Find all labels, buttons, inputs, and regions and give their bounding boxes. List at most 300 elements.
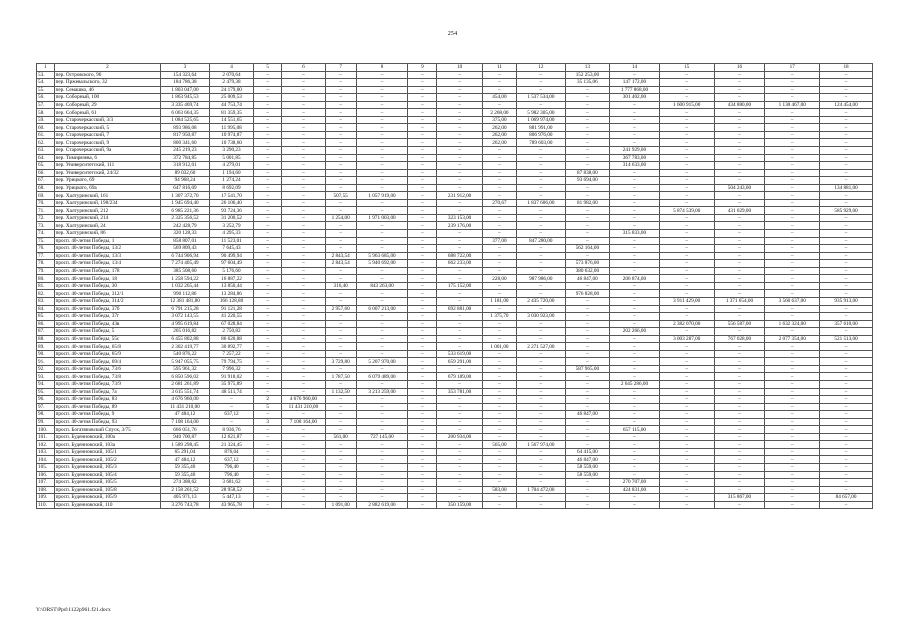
table-row	[37, 154, 873, 162]
address-register-table	[36, 63, 873, 509]
amount-cell: 314 633,00	[610, 162, 660, 170]
amount-cell: –	[659, 350, 714, 358]
amount-cell: –	[437, 162, 483, 170]
amount-cell: 3 911 429,00	[659, 297, 714, 305]
amount-cell: 6 063 664,35	[161, 109, 210, 117]
amount-cell: 1 307 372,70	[161, 192, 210, 200]
address-cell: просп. 40-летия Победы, 69/4	[54, 358, 161, 366]
address-cell: просп. Буденновский, 105/3	[54, 463, 161, 471]
row-number-cell: 74.	[37, 230, 55, 238]
table-row	[37, 343, 873, 351]
amount-cell: –	[659, 328, 714, 336]
amount-cell: –	[437, 320, 483, 328]
table-row	[37, 335, 873, 343]
amount-cell: 1 945 694,40	[161, 199, 210, 207]
amount-cell: –	[254, 199, 282, 207]
amount-cell: –	[765, 463, 820, 471]
amount-cell: –	[765, 139, 820, 147]
amount-cell: –	[565, 373, 609, 381]
amount-cell: 241 929,00	[610, 147, 660, 155]
amount-cell: –	[714, 230, 765, 238]
amount-cell: –	[408, 199, 437, 207]
amount-cell: –	[482, 184, 516, 192]
amount-cell: –	[765, 456, 820, 464]
amount-cell: 206 874,00	[610, 275, 660, 283]
amount-cell: –	[408, 101, 437, 109]
amount-cell: –	[765, 207, 820, 215]
amount-cell: –	[325, 335, 356, 343]
amount-cell: –	[282, 328, 325, 336]
amount-cell: 806 976,00	[517, 131, 566, 139]
amount-cell: –	[356, 267, 408, 275]
amount-cell: –	[437, 184, 483, 192]
amount-cell: –	[325, 94, 356, 102]
address-cell: просп. Буденновский, 103а	[54, 441, 161, 449]
amount-cell: –	[282, 192, 325, 200]
row-number-cell: 108.	[37, 486, 55, 494]
amount-cell: –	[765, 282, 820, 290]
amount-cell: –	[517, 101, 566, 109]
amount-cell: 1 971 003,00	[356, 214, 408, 222]
amount-cell: –	[282, 252, 325, 260]
amount-cell: –	[325, 328, 356, 336]
amount-cell: –	[408, 169, 437, 177]
column-number-cell: 13	[565, 64, 609, 72]
amount-cell: –	[765, 418, 820, 426]
amount-cell: 35 135,06	[565, 79, 609, 87]
amount-cell: –	[820, 380, 873, 388]
amount-cell: –	[765, 86, 820, 94]
amount-cell: 1 032 265,44	[161, 282, 210, 290]
row-number-cell: 95.	[37, 388, 55, 396]
amount-cell: 796,40	[209, 463, 253, 471]
amount-cell: –	[282, 260, 325, 268]
amount-cell: –	[282, 124, 325, 132]
row-number-cell: 102.	[37, 441, 55, 449]
amount-cell: –	[820, 282, 873, 290]
amount-cell: –	[254, 147, 282, 155]
amount-cell: –	[659, 373, 714, 381]
amount-cell: –	[659, 479, 714, 487]
amount-cell: –	[254, 275, 282, 283]
amount-cell: 1 069 974,00	[517, 116, 566, 124]
table-row	[37, 86, 873, 94]
address-cell: пер. Халтуринский, 214	[54, 214, 161, 222]
amount-cell: –	[517, 162, 566, 170]
table-row	[37, 230, 873, 238]
amount-cell: 323 153,00	[437, 214, 483, 222]
amount-cell: –	[482, 358, 516, 366]
amount-cell: –	[659, 313, 714, 321]
amount-cell: –	[356, 162, 408, 170]
row-number-cell: 98.	[37, 411, 55, 419]
amount-cell: –	[820, 448, 873, 456]
amount-cell: 7 257,22	[209, 350, 253, 358]
amount-cell: –	[517, 71, 566, 79]
amount-cell: 2 843,54	[325, 260, 356, 268]
amount-cell: –	[408, 267, 437, 275]
amount-cell: 3 072 143,55	[161, 313, 210, 321]
amount-cell: 1 375,70	[482, 313, 516, 321]
amount-cell: –	[820, 139, 873, 147]
table-row	[37, 214, 873, 222]
amount-cell: –	[254, 71, 282, 79]
amount-cell: 662 233,00	[437, 260, 483, 268]
amount-cell: –	[282, 479, 325, 487]
amount-cell: –	[254, 335, 282, 343]
amount-cell: –	[820, 373, 873, 381]
amount-cell: 637,12	[209, 456, 253, 464]
amount-cell: –	[820, 365, 873, 373]
amount-cell: –	[610, 71, 660, 79]
amount-cell: 6 744 906,94	[161, 252, 210, 260]
amount-cell: 595 961,32	[161, 365, 210, 373]
amount-cell: 843 263,00	[356, 282, 408, 290]
amount-cell: 353 781,00	[437, 388, 483, 396]
amount-cell: –	[820, 456, 873, 464]
amount-cell: –	[254, 116, 282, 124]
amount-cell: –	[565, 380, 609, 388]
amount-cell: –	[820, 71, 873, 79]
amount-cell: –	[565, 418, 609, 426]
amount-cell: –	[437, 411, 483, 419]
amount-cell: 2 957,60	[325, 305, 356, 313]
amount-cell: –	[765, 411, 820, 419]
amount-cell: –	[765, 109, 820, 117]
amount-cell: –	[325, 207, 356, 215]
amount-cell: –	[610, 448, 660, 456]
table-row	[37, 109, 873, 117]
amount-cell: 587 965,00	[565, 365, 609, 373]
amount-cell: –	[254, 154, 282, 162]
table-row	[37, 320, 873, 328]
amount-cell: –	[254, 479, 282, 487]
amount-cell: –	[325, 343, 356, 351]
amount-cell: –	[437, 109, 483, 117]
amount-cell: –	[254, 441, 282, 449]
amount-cell: –	[659, 463, 714, 471]
row-number-cell: 103.	[37, 448, 55, 456]
amount-cell: 228,00	[482, 275, 516, 283]
amount-cell: –	[356, 169, 408, 177]
amount-cell: 8 936,76	[209, 426, 253, 434]
amount-cell: –	[517, 365, 566, 373]
row-number-cell: 106.	[37, 471, 55, 479]
amount-cell: 2 882 619,00	[356, 501, 408, 509]
amount-cell: –	[482, 230, 516, 238]
amount-cell: –	[282, 109, 325, 117]
amount-cell: 2 645 286,00	[610, 380, 660, 388]
amount-cell: 1 777 868,00	[610, 86, 660, 94]
amount-cell: 375,00	[482, 116, 516, 124]
table-row	[37, 328, 873, 336]
table-row	[37, 222, 873, 230]
amount-cell: –	[610, 350, 660, 358]
amount-cell: –	[408, 230, 437, 238]
amount-cell: –	[282, 373, 325, 381]
amount-cell: –	[765, 237, 820, 245]
amount-cell: 7 996,32	[209, 365, 253, 373]
row-number-cell: 86.	[37, 320, 55, 328]
amount-cell: –	[659, 192, 714, 200]
address-cell: просп. Буденновский, 105/8	[54, 486, 161, 494]
table-row	[37, 162, 873, 170]
amount-cell: –	[437, 245, 483, 253]
amount-cell: 858 807,01	[161, 237, 210, 245]
amount-cell: –	[356, 494, 408, 502]
amount-cell: –	[254, 411, 282, 419]
address-cell: пер. Островского, 96	[54, 71, 161, 79]
row-number-cell: 57.	[37, 101, 55, 109]
address-cell: просп. 40-летия Победы, 55с	[54, 335, 161, 343]
amount-cell: –	[437, 396, 483, 404]
row-number-cell: 62.	[37, 139, 55, 147]
amount-cell: –	[659, 214, 714, 222]
address-cell: пер. Старочеркасский, 3/3	[54, 116, 161, 124]
amount-cell: –	[356, 456, 408, 464]
amount-cell: 200 934,00	[437, 433, 483, 441]
amount-cell: –	[482, 101, 516, 109]
amount-cell: 7 274 405,49	[161, 260, 210, 268]
amount-cell: –	[282, 380, 325, 388]
amount-cell: –	[820, 328, 873, 336]
amount-cell: –	[282, 471, 325, 479]
amount-cell: –	[610, 252, 660, 260]
amount-cell: –	[437, 456, 483, 464]
amount-cell: –	[356, 79, 408, 87]
amount-cell: –	[282, 501, 325, 509]
amount-cell: –	[437, 267, 483, 275]
amount-cell: –	[659, 71, 714, 79]
amount-cell: –	[714, 456, 765, 464]
amount-cell: –	[659, 222, 714, 230]
amount-cell: –	[765, 305, 820, 313]
row-number-cell: 72.	[37, 214, 55, 222]
amount-cell: 935 913,00	[820, 297, 873, 305]
amount-cell: –	[659, 441, 714, 449]
amount-cell: –	[356, 290, 408, 298]
amount-cell: –	[482, 207, 516, 215]
amount-cell: –	[437, 335, 483, 343]
amount-cell: –	[610, 116, 660, 124]
amount-cell: –	[820, 313, 873, 321]
amount-cell: 5	[254, 403, 282, 411]
amount-cell: –	[517, 426, 566, 434]
amount-cell: –	[408, 365, 437, 373]
amount-cell: 424 831,00	[610, 486, 660, 494]
amount-cell: 3 560 637,00	[765, 297, 820, 305]
amount-cell: –	[282, 448, 325, 456]
amount-cell: –	[254, 124, 282, 132]
amount-cell: –	[254, 343, 282, 351]
table-row	[37, 192, 873, 200]
address-cell: пер. Соборный, 100	[54, 94, 161, 102]
amount-cell: –	[610, 109, 660, 117]
amount-cell: –	[659, 230, 714, 238]
amount-cell: –	[408, 456, 437, 464]
amount-cell: –	[254, 86, 282, 94]
amount-cell: –	[408, 131, 437, 139]
amount-cell: –	[325, 448, 356, 456]
address-cell: пер. Старочеркасский, 5	[54, 124, 161, 132]
amount-cell: –	[325, 79, 356, 87]
address-cell: просп. 40-летия Победы, 93	[54, 418, 161, 426]
amount-cell: –	[408, 396, 437, 404]
amount-cell: –	[765, 479, 820, 487]
table-row	[37, 207, 873, 215]
address-cell: пер. Семашко, 46	[54, 86, 161, 94]
amount-cell: 262,00	[482, 131, 516, 139]
amount-cell: 262,00	[482, 124, 516, 132]
amount-cell: –	[820, 154, 873, 162]
amount-cell: –	[659, 494, 714, 502]
address-cell: пер. Тимирязева, 6	[54, 154, 161, 162]
amount-cell: –	[765, 380, 820, 388]
amount-cell: –	[325, 124, 356, 132]
amount-cell: –	[408, 373, 437, 381]
table-row	[37, 71, 873, 79]
amount-cell: –	[610, 207, 660, 215]
amount-cell: –	[408, 426, 437, 434]
amount-cell: 3 276 743,78	[161, 501, 210, 509]
amount-cell: –	[765, 486, 820, 494]
table-row	[37, 131, 873, 139]
amount-cell: –	[659, 109, 714, 117]
amount-cell: –	[325, 486, 356, 494]
amount-cell: –	[482, 494, 516, 502]
amount-cell: 8 692,09	[209, 184, 253, 192]
table-row	[37, 313, 873, 321]
amount-cell: –	[356, 471, 408, 479]
amount-cell: –	[565, 116, 609, 124]
amount-cell: –	[209, 396, 253, 404]
amount-cell: –	[408, 222, 437, 230]
row-number-cell: 84.	[37, 305, 55, 313]
table-row	[37, 139, 873, 147]
amount-cell: –	[610, 396, 660, 404]
address-cell: просп. 40-летия Победы, 30	[54, 282, 161, 290]
amount-cell: –	[437, 230, 483, 238]
row-number-cell: 75.	[37, 237, 55, 245]
amount-cell: 5 207 970,00	[356, 358, 408, 366]
amount-cell: –	[325, 418, 356, 426]
column-number-cell: 5	[254, 64, 282, 72]
amount-cell: –	[820, 350, 873, 358]
page-number: 254	[447, 31, 458, 37]
table-row	[37, 396, 873, 404]
amount-cell: –	[282, 463, 325, 471]
amount-cell: –	[610, 441, 660, 449]
amount-cell: –	[254, 177, 282, 185]
address-cell: пер. Халтуринский, 86	[54, 230, 161, 238]
address-cell: просп. 40-летия Победы, 73/9	[54, 380, 161, 388]
amount-cell: –	[517, 456, 566, 464]
amount-cell: –	[408, 245, 437, 253]
amount-cell: –	[714, 486, 765, 494]
amount-cell: 166 128,80	[209, 297, 253, 305]
amount-cell: –	[565, 124, 609, 132]
amount-cell: –	[282, 388, 325, 396]
amount-cell: 30 892,77	[209, 343, 253, 351]
amount-cell: –	[356, 403, 408, 411]
amount-cell: –	[714, 124, 765, 132]
address-cell: пер. Старочеркасский, 9а	[54, 147, 161, 155]
amount-cell: –	[408, 479, 437, 487]
address-cell: просп. 40-летия Победы, 13/4	[54, 260, 161, 268]
amount-cell: 46 847,00	[565, 275, 609, 283]
amount-cell: –	[714, 214, 765, 222]
amount-cell: –	[437, 275, 483, 283]
amount-cell: –	[610, 101, 660, 109]
table-row	[37, 426, 873, 434]
amount-cell: –	[565, 230, 609, 238]
address-cell: просп. Буденновский, 105/1	[54, 448, 161, 456]
amount-cell: –	[765, 131, 820, 139]
amount-cell: –	[282, 169, 325, 177]
amount-cell: –	[254, 350, 282, 358]
address-cell: просп. 40-летия Победы, 13/3	[54, 252, 161, 260]
amount-cell: 124 454,00	[820, 101, 873, 109]
amount-cell: –	[282, 184, 325, 192]
amount-cell: –	[408, 448, 437, 456]
amount-cell: 5 447,13	[209, 494, 253, 502]
amount-cell: –	[517, 230, 566, 238]
amount-cell: 31 200,52	[209, 214, 253, 222]
amount-cell: –	[437, 380, 483, 388]
amount-cell: 688 722,00	[437, 252, 483, 260]
amount-cell: –	[408, 237, 437, 245]
amount-cell: –	[282, 94, 325, 102]
amount-cell: –	[820, 230, 873, 238]
amount-cell: –	[254, 79, 282, 87]
amount-cell: 89 032,60	[161, 169, 210, 177]
amount-cell: –	[437, 365, 483, 373]
amount-cell: 847 280,00	[517, 237, 566, 245]
amount-cell: –	[659, 94, 714, 102]
amount-cell: –	[765, 199, 820, 207]
table-row	[37, 252, 873, 260]
amount-cell: –	[356, 199, 408, 207]
amount-cell: –	[610, 471, 660, 479]
amount-cell: –	[254, 290, 282, 298]
amount-cell: –	[408, 343, 437, 351]
amount-cell: –	[765, 124, 820, 132]
table-row	[37, 373, 873, 381]
amount-cell: –	[325, 463, 356, 471]
amount-cell: –	[408, 207, 437, 215]
amount-cell: –	[254, 169, 282, 177]
table-row	[37, 350, 873, 358]
amount-cell: –	[356, 411, 408, 419]
amount-cell: –	[356, 94, 408, 102]
amount-cell: 990 112,86	[161, 290, 210, 298]
amount-cell: –	[282, 131, 325, 139]
amount-cell: –	[437, 486, 483, 494]
amount-cell: –	[659, 147, 714, 155]
amount-cell: 2 271 527,00	[517, 343, 566, 351]
row-number-cell: 68.	[37, 184, 55, 192]
amount-cell: 987 986,00	[517, 275, 566, 283]
table-body	[37, 71, 873, 509]
amount-cell: 2 268,00	[482, 109, 516, 117]
row-number-cell: 73.	[37, 222, 55, 230]
amount-cell: –	[565, 343, 609, 351]
address-cell: пер. Соборный, 61	[54, 109, 161, 117]
table-row	[37, 365, 873, 373]
amount-cell: –	[482, 350, 516, 358]
amount-cell: 7 108 164,00	[161, 418, 210, 426]
amount-cell: 13 850,44	[209, 282, 253, 290]
